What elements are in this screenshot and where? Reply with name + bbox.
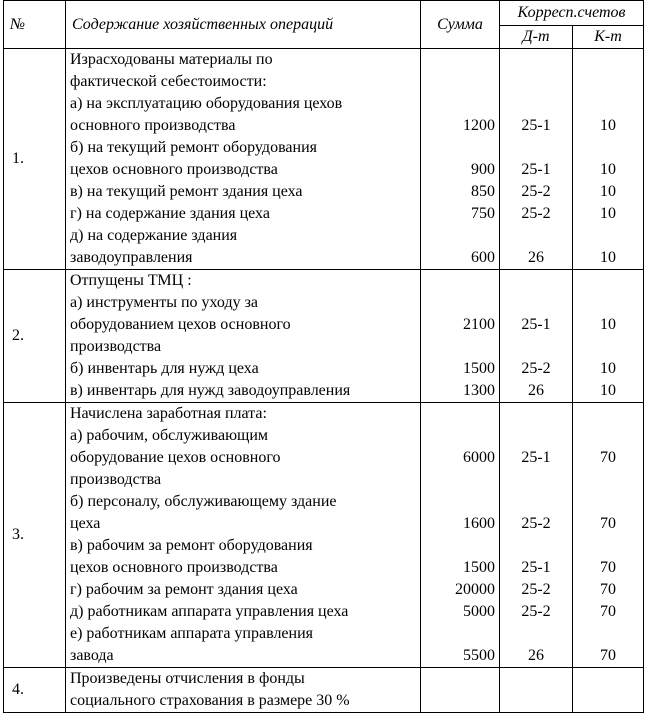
row-debit bbox=[500, 270, 573, 403]
row-sum bbox=[421, 270, 500, 403]
row-credit bbox=[573, 49, 644, 270]
row-sum-line bbox=[421, 623, 499, 645]
row-description-line: Израсходованы материалы по bbox=[70, 51, 273, 68]
operations-table bbox=[3, 0, 644, 713]
row-sum-line: 600 bbox=[471, 249, 495, 266]
row-sum-line: 6000 bbox=[463, 449, 495, 466]
row-description-line: б) на текущий ремонт оборудования bbox=[70, 139, 317, 156]
row-description-line: е) работникам аппарата управления bbox=[70, 625, 314, 642]
row-sum-line bbox=[421, 93, 499, 115]
row-credit-line: 10 bbox=[600, 382, 616, 399]
row-debit-line bbox=[500, 425, 572, 447]
row-credit-line: 70 bbox=[600, 647, 616, 664]
row-sum-line bbox=[421, 535, 499, 557]
row-debit-line: 26 bbox=[528, 249, 544, 266]
row-debit-line bbox=[500, 535, 572, 557]
row-description-line: производства bbox=[70, 338, 162, 355]
row-sum-line bbox=[421, 137, 499, 159]
row-sum-line bbox=[421, 292, 499, 314]
row-debit-line: 25-1 bbox=[521, 449, 551, 466]
row-sum-line: 900 bbox=[471, 161, 495, 178]
row-description-line: Начислена заработная плата: bbox=[70, 405, 267, 422]
row-description-line: д) работникам аппарата управления цеха bbox=[70, 603, 349, 620]
row-debit-line bbox=[500, 225, 572, 247]
row-credit-line bbox=[573, 225, 643, 247]
row-credit-line bbox=[573, 425, 643, 447]
row-sum-line bbox=[421, 49, 499, 71]
row-debit-line bbox=[500, 71, 572, 93]
row-sum-line: 1600 bbox=[463, 515, 495, 532]
row-description-line: Произведены отчисления в фонды bbox=[70, 670, 305, 687]
row-description-line: цеха bbox=[70, 515, 101, 532]
row-description-line: оборудованием цехов основного bbox=[70, 316, 291, 333]
row-credit-line: 10 bbox=[600, 117, 616, 134]
row-sum bbox=[421, 403, 500, 668]
row-credit-line bbox=[573, 469, 643, 491]
row-sum-line bbox=[421, 491, 499, 513]
row-description bbox=[66, 668, 421, 713]
row-sum-line bbox=[421, 336, 499, 358]
header-credit: К-т bbox=[573, 26, 644, 49]
row-description bbox=[66, 49, 421, 270]
row-sum-line: 2100 bbox=[463, 316, 495, 333]
row-debit-line bbox=[500, 336, 572, 358]
row-debit-line bbox=[500, 270, 572, 292]
row-sum bbox=[421, 668, 500, 713]
row-credit-line: 10 bbox=[600, 205, 616, 222]
row-debit-line bbox=[500, 469, 572, 491]
row-description-line: социального страхования в размере 30 % bbox=[70, 692, 350, 709]
row-credit-line bbox=[573, 93, 643, 115]
row-description-line: в) инвентарь для нужд заводоуправления bbox=[70, 382, 351, 399]
row-credit-line bbox=[573, 668, 643, 690]
row-description-line: Отпущены ТМЦ : bbox=[70, 272, 192, 289]
row-debit-line: 25-2 bbox=[521, 581, 551, 598]
row-debit-line: 25-1 bbox=[521, 117, 551, 134]
row-debit-line bbox=[500, 49, 572, 71]
row-credit-line bbox=[573, 292, 643, 314]
row-sum-line bbox=[421, 225, 499, 247]
row-debit-line bbox=[500, 292, 572, 314]
row-credit-line: 10 bbox=[600, 249, 616, 266]
row-sum-line: 1200 bbox=[463, 117, 495, 134]
row-description-line: г) на содержание здания цеха bbox=[70, 205, 270, 222]
row-number: 2. bbox=[4, 270, 66, 403]
header-sum: Сумма bbox=[421, 1, 500, 49]
row-credit bbox=[573, 270, 644, 403]
row-debit bbox=[500, 403, 573, 668]
row-credit bbox=[573, 668, 644, 713]
row-sum-line bbox=[421, 668, 499, 690]
row-debit-line: 26 bbox=[528, 382, 544, 399]
row-sum-line bbox=[421, 690, 499, 712]
row-debit-line bbox=[500, 491, 572, 513]
row-description bbox=[66, 270, 421, 403]
row-debit-line: 26 bbox=[528, 647, 544, 664]
row-sum-line: 750 bbox=[471, 205, 495, 222]
row-credit-line: 70 bbox=[600, 515, 616, 532]
row-credit bbox=[573, 403, 644, 668]
row-sum-line: 5000 bbox=[463, 603, 495, 620]
table-header bbox=[4, 1, 644, 49]
header-debit: Д-т bbox=[500, 26, 573, 49]
row-debit-line bbox=[500, 403, 572, 425]
table-row bbox=[4, 668, 644, 713]
row-sum-line: 850 bbox=[471, 183, 495, 200]
row-description-line: цехов основного производства bbox=[70, 161, 278, 178]
row-description-line: фактической себестоимости: bbox=[70, 73, 267, 90]
row-credit-line: 10 bbox=[600, 316, 616, 333]
table-row bbox=[4, 49, 644, 270]
table-row bbox=[4, 270, 644, 403]
row-sum-line bbox=[421, 270, 499, 292]
row-sum-line: 1500 bbox=[463, 360, 495, 377]
row-debit-line: 25-2 bbox=[521, 515, 551, 532]
row-sum-line bbox=[421, 469, 499, 491]
row-description-line: основного производства bbox=[70, 117, 236, 134]
row-description-line: производства bbox=[70, 471, 162, 488]
row-description-line: а) на эксплуатацию оборудования цехов bbox=[70, 95, 343, 112]
row-description-line: а) инструменты по уходу за bbox=[70, 294, 259, 311]
row-description-line: д) на содержание здания bbox=[70, 227, 238, 244]
row-debit-line: 25-1 bbox=[521, 161, 551, 178]
row-description-line: б) персоналу, обслуживающему здание bbox=[70, 493, 337, 510]
row-credit-line: 10 bbox=[600, 183, 616, 200]
row-credit-line: 70 bbox=[600, 559, 616, 576]
row-credit-line bbox=[573, 535, 643, 557]
row-debit-line: 25-2 bbox=[521, 360, 551, 377]
row-credit-line bbox=[573, 270, 643, 292]
row-credit-line: 70 bbox=[600, 581, 616, 598]
row-debit bbox=[500, 668, 573, 713]
row-number: 4. bbox=[4, 668, 66, 713]
row-debit-line: 25-1 bbox=[521, 316, 551, 333]
table-row bbox=[4, 403, 644, 668]
table-body bbox=[4, 49, 644, 713]
row-sum-line: 5500 bbox=[463, 647, 495, 664]
row-description bbox=[66, 403, 421, 668]
row-number: 1. bbox=[4, 49, 66, 270]
row-description-line: а) рабочим, обслуживающим bbox=[70, 427, 269, 444]
row-sum-line: 1300 bbox=[463, 382, 495, 399]
header-num: № bbox=[4, 1, 66, 49]
row-description-line: завода bbox=[70, 647, 114, 664]
row-credit-line bbox=[573, 403, 643, 425]
row-description-line: заводоуправления bbox=[70, 249, 193, 266]
row-sum-line bbox=[421, 425, 499, 447]
row-description-line: цехов основного производства bbox=[70, 559, 278, 576]
row-credit-line bbox=[573, 623, 643, 645]
row-debit-line: 25-2 bbox=[521, 603, 551, 620]
row-debit-line: 25-1 bbox=[521, 559, 551, 576]
row-debit-line bbox=[500, 93, 572, 115]
row-description-line: в) рабочим за ремонт оборудования bbox=[70, 537, 313, 554]
row-credit-line bbox=[573, 49, 643, 71]
row-debit-line bbox=[500, 690, 572, 712]
row-credit-line: 10 bbox=[600, 161, 616, 178]
row-credit-line: 70 bbox=[600, 603, 616, 620]
row-debit-line bbox=[500, 623, 572, 645]
row-sum-line bbox=[421, 71, 499, 93]
row-description-line: оборудование цехов основного bbox=[70, 449, 281, 466]
row-number: 3. bbox=[4, 403, 66, 668]
row-debit-line bbox=[500, 668, 572, 690]
row-debit-line: 25-2 bbox=[521, 183, 551, 200]
row-debit-line: 25-2 bbox=[521, 205, 551, 222]
row-debit-line bbox=[500, 137, 572, 159]
row-debit bbox=[500, 49, 573, 270]
row-sum-line bbox=[421, 403, 499, 425]
row-credit-line: 70 bbox=[600, 449, 616, 466]
row-sum bbox=[421, 49, 500, 270]
row-description-line: б) инвентарь для нужд цеха bbox=[70, 360, 259, 377]
row-credit-line bbox=[573, 71, 643, 93]
header-corr: Корресп.счетов bbox=[500, 1, 644, 26]
row-credit-line: 10 bbox=[600, 360, 616, 377]
row-credit-line bbox=[573, 137, 643, 159]
row-description-line: г) рабочим за ремонт здания цеха bbox=[70, 581, 298, 598]
row-sum-line: 1500 bbox=[463, 559, 495, 576]
row-credit-line bbox=[573, 690, 643, 712]
row-credit-line bbox=[573, 491, 643, 513]
row-description-line: в) на текущий ремонт здания цеха bbox=[70, 183, 303, 200]
header-content: Содержание хозяйственных операций bbox=[66, 1, 421, 49]
row-sum-line: 20000 bbox=[455, 581, 495, 598]
row-credit-line bbox=[573, 336, 643, 358]
